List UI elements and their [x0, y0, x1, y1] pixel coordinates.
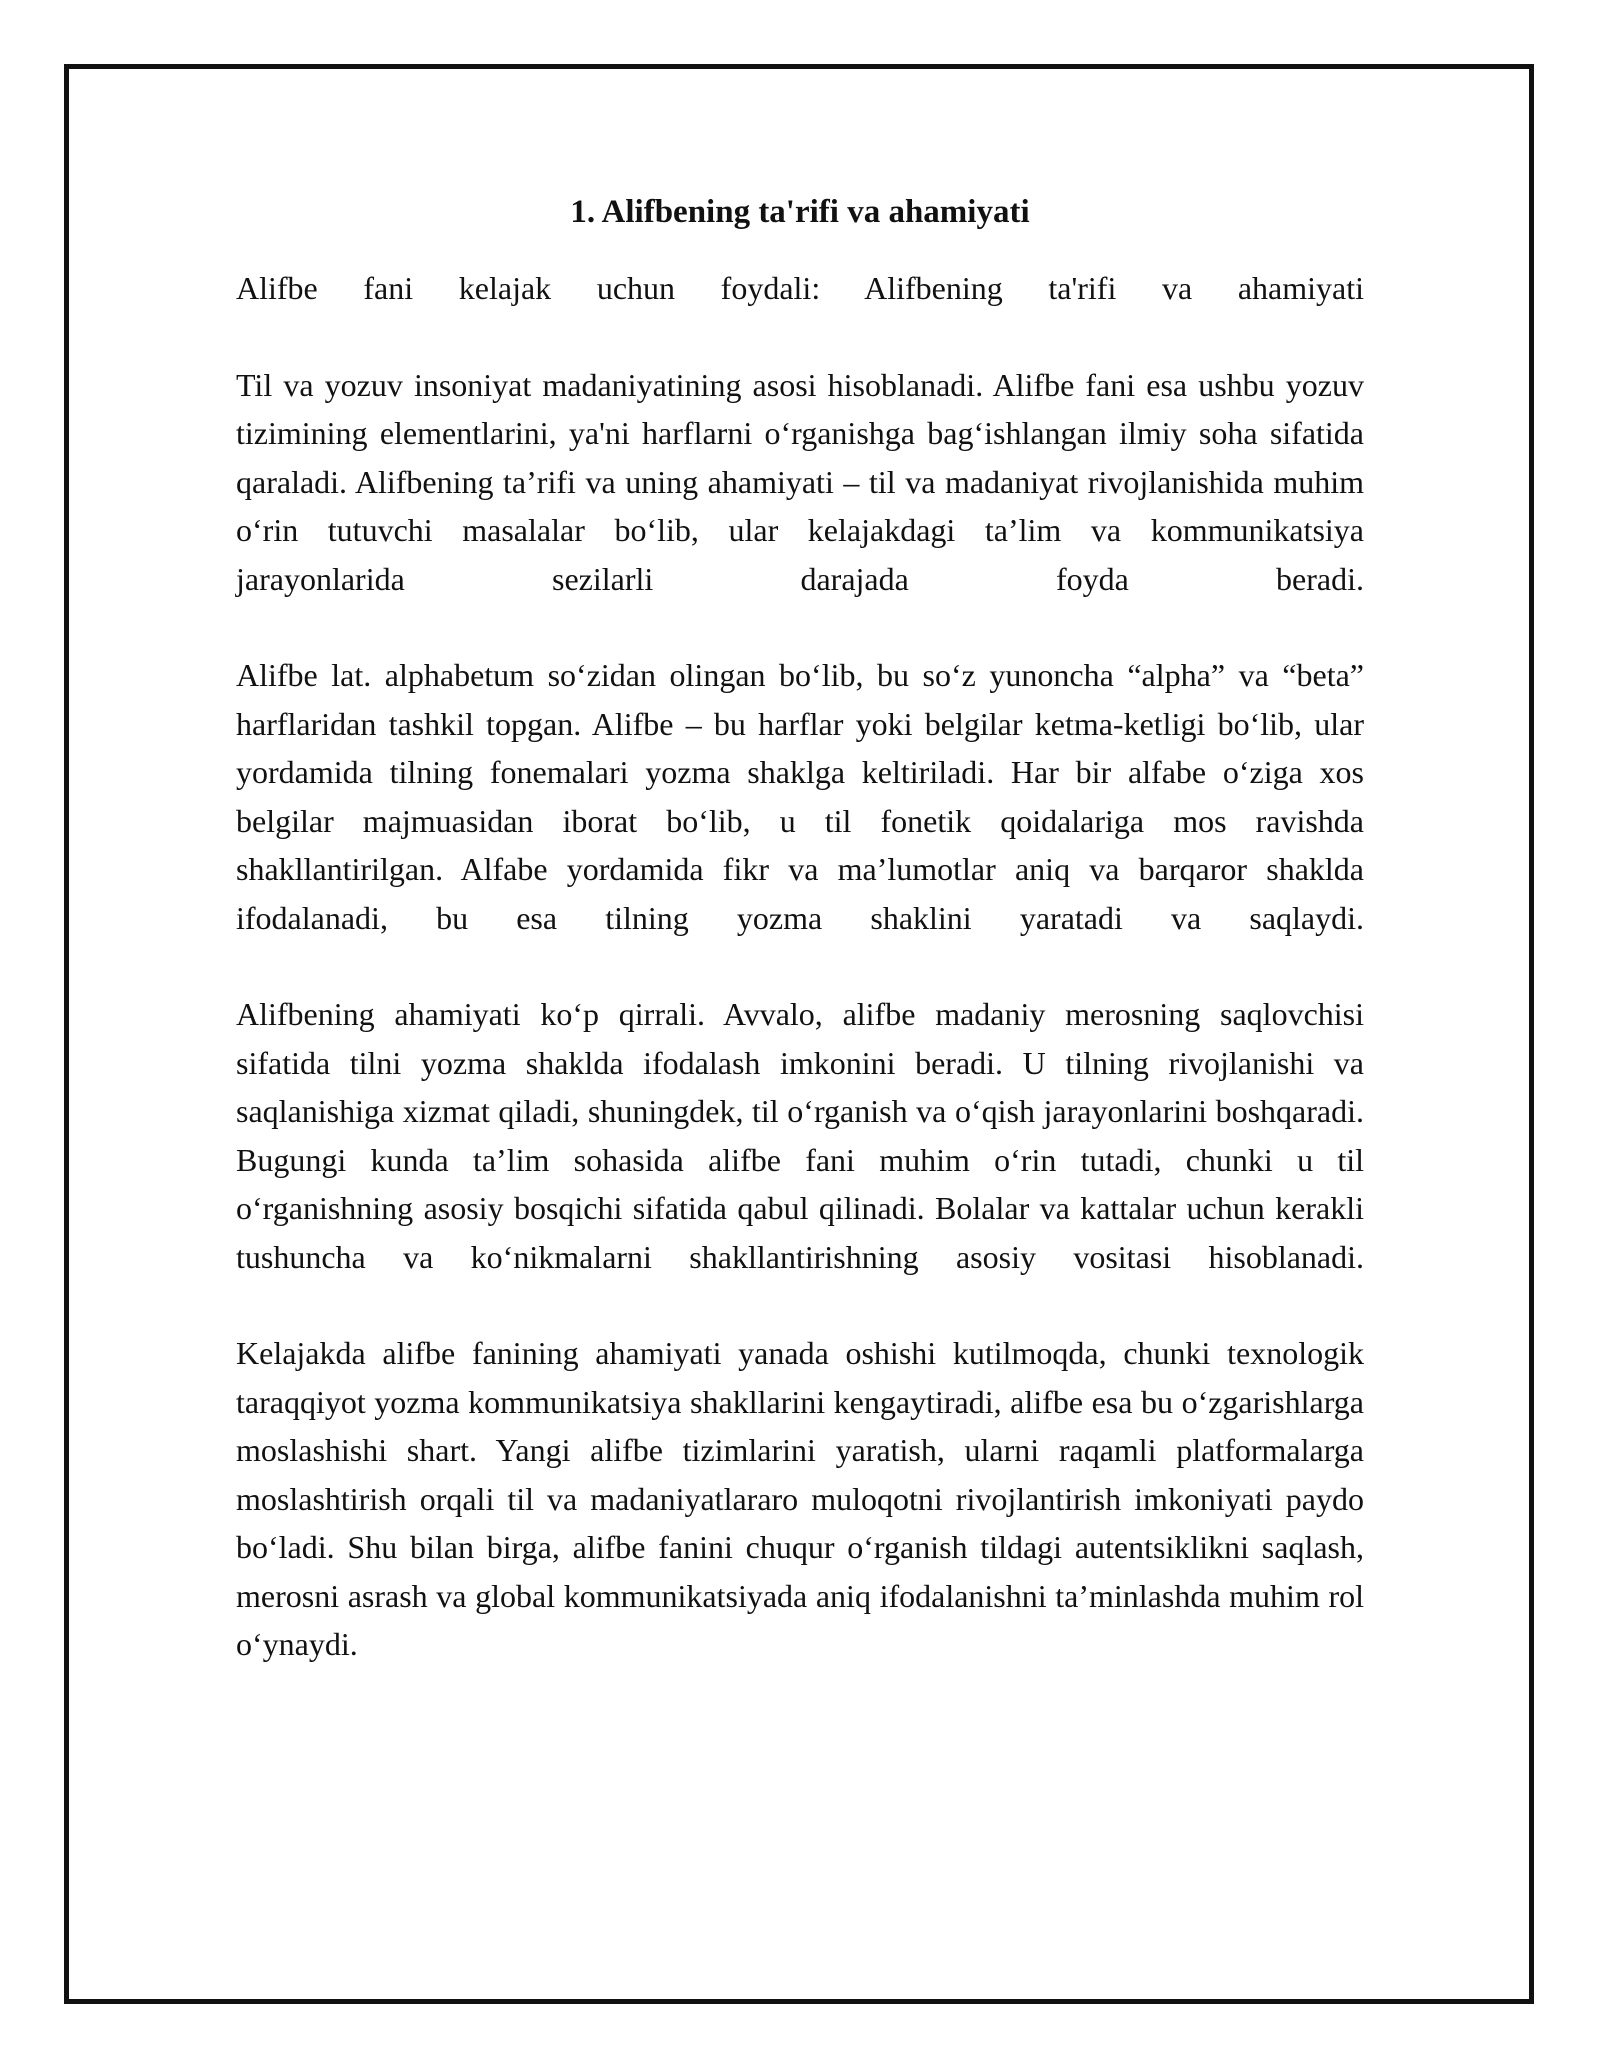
paragraph-importance: Alifbening ahamiyati ko‘p qirrali. Avvalo, alifbe madaniy merosning saqlovchisi sifatida tilni yozma shaklda ifodalash imkonini beradi. U tilning rivojlanishi va saqlanishiga xizmat qiladi, shuningdek, til o‘rganish va o‘qish jarayonlarini boshqaradi. Bugungi kunda ta’lim sohasida alifbe fani muhim o‘rin tutadi, chunki u til o‘rganishning asosiy bosqichi sifatida qabul qilinadi. Bolalar va kattalar uchun kerakli tushuncha va ko‘nikmalarni shakllantirishning asosiy vositasi hisoblanadi.: [236, 996, 1364, 1275]
paragraph-future: Kelajakda alifbe fanining ahamiyati yanada oshishi kutilmoqda, chunki texnologik taraqqiyot yozma kommunikatsiya shakllarini kengaytiradi, alifbe esa bu o‘zgarishlarga moslashishi shart. Yangi alifbe tizimlarini yaratish, ularni raqamli platformalarga moslashtirish orqali til va madaniyatlararo muloqotni rivojlantirish imkoniyati paydo bo‘ladi. Shu bilan birga, alifbe fanini chuqur o‘rganish tildagi autentsiklikni saqlash, merosni asrash va global kommunikatsiyada aniq ifodalanishni ta’minlashda muhim rol o‘ynaydi.: [236, 1335, 1364, 1662]
paragraph-intro: Til va yozuv insoniyat madaniyatining asosi hisoblanadi. Alifbe fani esa ushbu yozuv tizimining elementlarini, ya'ni harflarni o‘rganishga bag‘ishlangan ilmiy soha sifatida qaraladi. Alifbening ta’rifi va uning ahamiyati – til va madaniyat rivojlanishida muhim o‘rin tutuvchi masalalar bo‘lib, ular kelajakdagi ta’lim va kommunikatsiya jarayonlarida sezilarli darajada foyda beradi.: [236, 366, 1364, 597]
paragraph-definition: Alifbe lat. alphabetum so‘zidan olingan bo‘lib, bu so‘z yunoncha “alpha” va “beta” harflaridan tashkil topgan. Alifbe – bu harflar yoki belgilar ketma-ketligi bo‘lib, ular yordamida tilning fonemalari yozma shaklga keltiriladi. Har bir alfabe o‘ziga xos belgilar majmuasidan iborat bo‘lib, u til fonetik qoidalariga mos ravishda shakllantirilgan. Alfabe yordamida fikr va ma’lumotlar aniq va barqaror shaklda ifodalanadi, bu esa tilning yozma shaklini yaratadi va saqlaydi.: [236, 657, 1364, 936]
document-body: [236, 190, 1364, 1717]
document-title: 1. Alifbening ta'rifi va ahamiyati: [570, 194, 1030, 230]
paragraph-subtitle: Alifbe fani kelajak uchun foydali: Alifbening ta'rifi va ahamiyati: [236, 270, 1364, 306]
